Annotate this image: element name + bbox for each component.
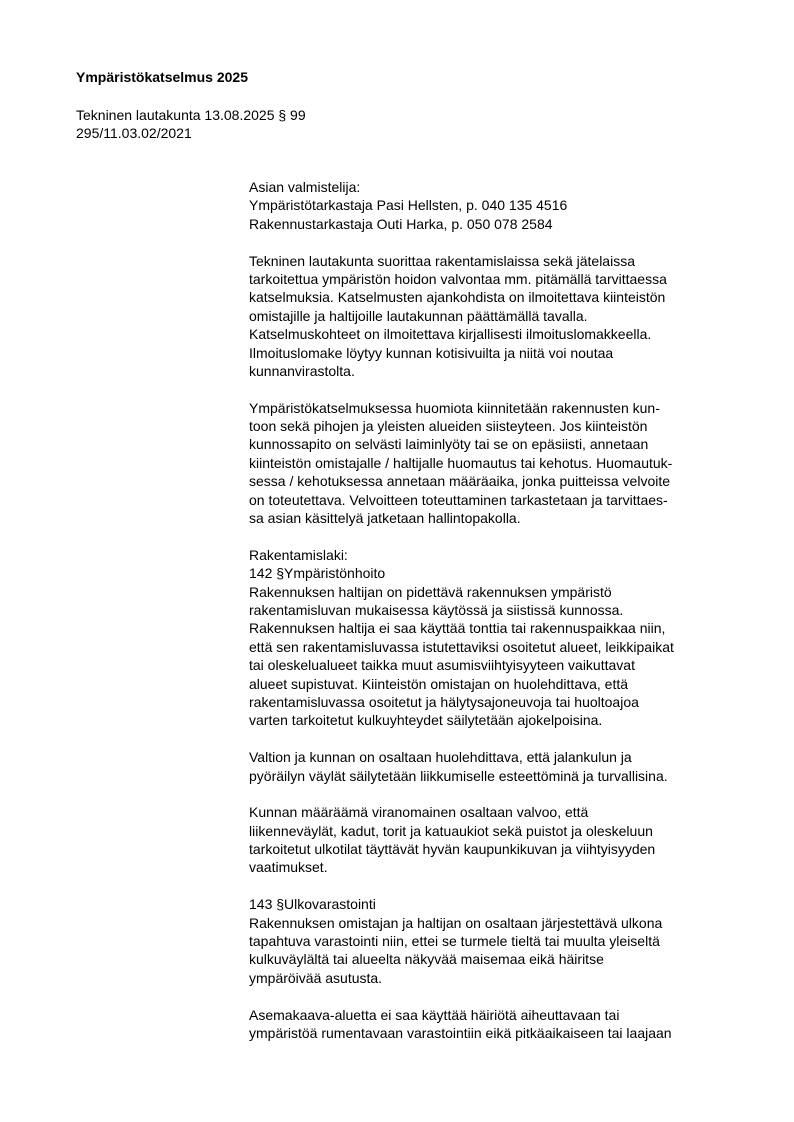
text-line: sa asian käsittelyä jatketaan hallintopakolla. [249,510,521,527]
text-line: rakentamisluvan mukaisessa käytössä ja siistissä kunnossa. [249,601,624,618]
paragraph-zoning [249,1006,749,1043]
text-line: sessa / kehotuksessa annetaan määräaika, jonka puitteissa velvoite [249,473,671,490]
text-line: liikenneväylät, kadut, torit ja katuaukiot sekä puistot ja oleskeluun [249,822,653,839]
text-line: tapahtuva varastointi niin, ettei se turmele tieltä tai muulta yleiseltä [249,933,660,950]
text-line: Rakennuksen omistajan ja haltijan on osaltaan järjestettävä ulkona [249,914,663,931]
text-line: tai oleskelualueet taikka muut asumisviihtyisyyteen vaikuttavat [249,657,635,674]
paragraph-state-municipality [249,748,749,785]
meeting-reference: Tekninen lautakunta 13.08.2025 § 99 [76,107,306,123]
law-section-142 [249,546,749,730]
text-line: ympäristöä rumentavaan varastointiin eikä pitkäaikaiseen tai laajaan [249,1024,672,1041]
text-line: tarkoitettua ympäristön hoidon valvontaa mm. pitämällä tarvittaessa [249,270,667,287]
text-line: kulkuväylältä tai alueelta näkyvää maisemaa eikä häiritse [249,951,604,968]
paragraph-supervision [249,252,749,381]
diary-number: 295/11.03.02/2021 [76,125,192,141]
document-title: Ympäristökatselmus 2025 [76,69,248,85]
text-line: Ympäristökatselmuksessa huomiota kiinnitetään rakennusten kun- [249,399,660,416]
text-line: toon sekä pihojen ja yleisten alueiden siisteyteen. Jos kiinteistön [249,418,648,435]
text-line: varten tarkoitetut kulkuyhteydet säilytetään ajokelpoisina. [249,712,603,729]
section-heading: 143 §Ulkovarastointi [249,896,376,913]
text-line: omistajille ja haltijoille lautakunnan päättämällä tavalla. [249,307,588,324]
preparer-line: Rakennustarkastaja Outi Harka, p. 050 078 2584 [249,215,553,232]
paragraph-inspection [249,399,749,528]
text-line: katselmuksia. Katselmusten ajankohdista on ilmoitettava kiinteistön [249,289,666,306]
text-line: kiinteistön omistajalle / haltijalle huomautus tai kehotus. Huomautuk- [249,454,673,471]
section-heading: 142 §Ympäristönhoito [249,565,386,582]
law-section-143 [249,895,749,987]
text-line: Katselmuskohteet on ilmoitettava kirjallisesti ilmoituslomakkeella. [249,326,652,343]
text-line: kunnanvirastolta. [249,362,355,379]
text-line: Valtion ja kunnan on osaltaan huolehdittava, että jalankulun ja [249,749,632,766]
text-line: tarkoitetut ulkotilat täyttävät hyvän kaupunkikuvan ja viihtyisyyden [249,841,656,858]
preparer-heading: Asian valmistelija: [249,179,361,195]
text-line: Tekninen lautakunta suorittaa rakentamislaissa sekä jätelaissa [249,252,635,269]
text-line: Kunnan määräämä viranomainen osaltaan valvoo, että [249,804,589,821]
paragraph-authority [249,803,749,877]
text-line: että sen rakentamisluvassa istutettaviksi osoitetut alueet, leikkipaikat [249,638,674,655]
document-body [249,178,749,1061]
text-line: kunnossapito on selvästi laiminlyöty tai se on epäsiisti, annetaan [249,436,649,453]
preparers-block [249,178,749,233]
text-line: vaatimukset. [249,859,328,876]
preparer-line: Ympäristötarkastaja Pasi Hellsten, p. 040 135 4516 [249,197,568,214]
text-line: rakentamisluvassa osoitetut ja hälytysajoneuvoja tai huoltoajoa [249,693,639,710]
text-line: ympäröivää asutusta. [249,969,383,986]
text-line: pyöräilyn väylät säilytetään liikkumiselle esteettöminä ja turvallisina. [249,767,668,784]
text-line: Rakennuksen haltijan on pidettävä rakennuksen ympäristö [249,583,612,600]
text-line: on toteutettava. Velvoitteen toteuttaminen tarkastetaan ja tarvittaes- [249,491,668,508]
text-line: Rakennuksen haltija ei saa käyttää tonttia tai rakennuspaikkaa niin, [249,620,666,637]
text-line: Asemakaava-aluetta ei saa käyttää häiriötä aiheuttavaan tai [249,1006,620,1023]
text-line: alueet supistuvat. Kiinteistön omistajan on huolehdittava, että [249,675,629,692]
law-heading: Rakentamislaki: [249,546,348,563]
text-line: Ilmoituslomake löytyy kunnan kotisivuilta ja niitä voi noutaa [249,344,614,361]
